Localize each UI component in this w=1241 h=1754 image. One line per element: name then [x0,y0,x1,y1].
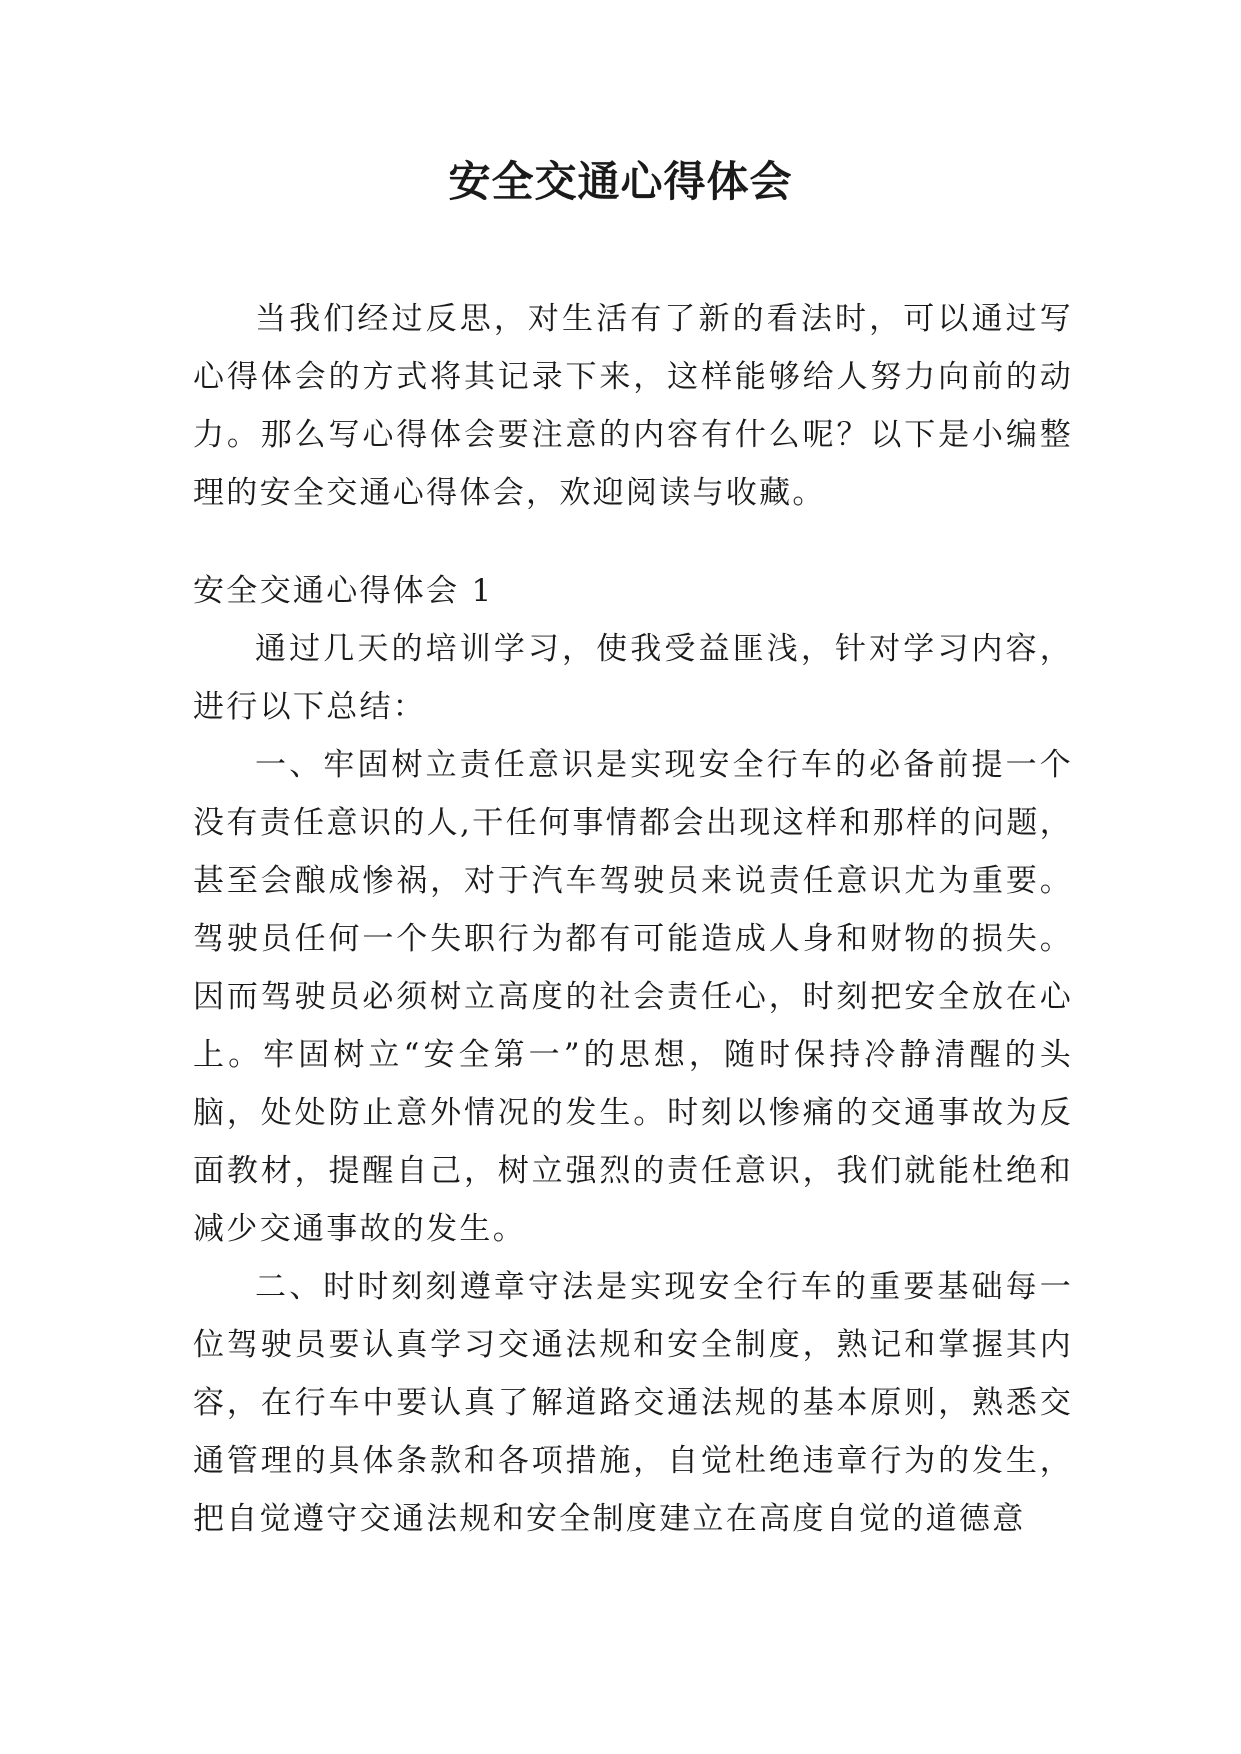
section-heading: 安全交通心得体会 1 [193,573,494,609]
document-body [193,290,1073,1548]
body-paragraph: 一、牢固树立责任意识是实现安全行车的必备前提一个没有责任意识的人,干任何事情都会出现这样和那样的问题，甚至会酿成惨祸，对于汽车驾驶员来说责任意识尤为重要。驾驶员任何一个失职行为都有可能造成人身和财物的损失。因而驾驶员必须树立高度的社会责任心，时刻把安全放在心上。牢固树立“安全第一”的思想，随时保持冷静清醒的头脑，处处防止意外情况的发生。时刻以惨痛的交通事故为反面教材，提醒自己，树立强烈的责任意识，我们就能杜绝和减少交通事故的发生。 [193,747,1073,1247]
body-paragraph: 二、时时刻刻遵章守法是实现安全行车的重要基础每一位驾驶员要认真学习交通法规和安全制度，熟记和掌握其内容，在行车中要认真了解道路交通法规的基本原则，熟悉交通管理的具体条款和各项措施，自觉杜绝违章行为的发生，把自觉遵守交通法规和安全制度建立在高度自觉的道德意 [193,1269,1073,1537]
body-paragraph: 通过几天的培训学习，使我受益匪浅，针对学习内容，进行以下总结： [193,631,1073,725]
intro-paragraph: 当我们经过反思，对生活有了新的看法时，可以通过写心得体会的方式将其记录下来，这样能够给人努力向前的动力。那么写心得体会要注意的内容有什么呢？以下是小编整理的安全交通心得体会，欢迎阅读与收藏。 [193,301,1073,511]
document-title: 安全交通心得体会 [448,157,793,206]
